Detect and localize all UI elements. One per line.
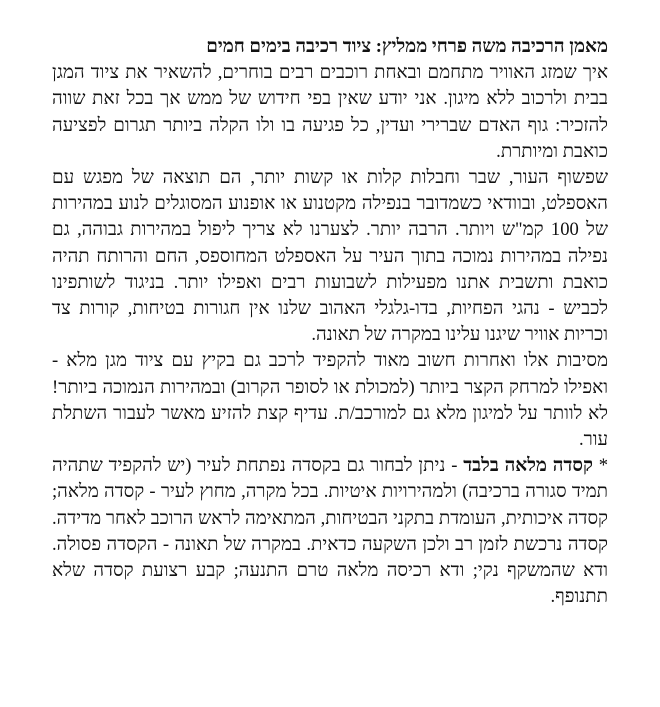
article-paragraph-2: שפשוף העור, שבר וחבלות קלות או קשות יותר, הם תוצאה של מפגש עם האספלט, ובוודאי כשמדובר בנפילה מקטנוע או אופנוע המסוגלים לנוע במהירות של 100 קמ"ש ויותר. הרבה יותר. לצערנו לא צריך ליפול במהירות גבוהה, גם נפילה במהירות נמוכה בתוך העיר על האספלט המחוספס, החם והרותח תהיה כואבת ותשבית אתנו מפעילות לשבועות רבים ואפילו יותר. בניגוד לשותפינו לכביש - נהגי הפחיות, בדו-גלגלי האהוב שלנו אין חגורות בטיחות, קורות צד וכריות אוויר שיגנו עלינו במקרה של תאונה. <box>52 167 608 346</box>
tip-text: - ניתן לבחור גם בקסדה נפתחת לעיר (יש להקפיד שתהיה תמיד סגורה ברכיבה) ולמהירויות איטיות. בכל מקרה, מחוץ לעיר - קסדה מלאה; קסדה איכותית, העומדת בתקני הבטיחות, המתאימה לראש הרוכב לאחר מדידה. קסדה נרכשת לזמן רב ולכן השקעה כדאית. במקרה של תאונה - הקסדה פסולה. ודא שהמשקף נקי; ודא רכיסה מלאה טרם התנעה; קבע רצועת קסדה שלא תתנופף. <box>52 455 608 608</box>
article-paragraph-3: מסיבות אלו ואחרות חשוב מאוד להקפיד לרכב גם בקיץ עם ציוד מגן מלא - ואפילו למרחק הקצר ביותר (למכולת או לסופר הקרוב) ובמהירות הנמוכה ביותר! לא לוותר על למיגון מלא גם למורכב/ת. עדיף קצת להזיע מאשר לעבור השתלת עור. <box>52 350 608 451</box>
tip-bullet: * <box>598 455 609 477</box>
helmet-tip-paragraph <box>52 453 608 610</box>
article-headline: מאמן הרכיבה משה פרחי ממליץ: ציוד רכיבה בימים חמים <box>206 36 608 57</box>
article-paragraph-1: איך שמזג האוויר מתחמם ובאחת רוכבים רבים בוחרים, להשאיר את ציוד המגן בבית ולרכוב ללא מיגון. אני יודע שאין בפי חידוש של ממש אך בכל זאת שווה להזכיר: גוף האדם שברירי ועדין, כל פגיעה בו ולו הקלה ביותר תגרום לפציעה כואבת ומיותרת. <box>52 62 608 162</box>
tip-title: קסדה מלאה בלבד <box>463 455 593 477</box>
